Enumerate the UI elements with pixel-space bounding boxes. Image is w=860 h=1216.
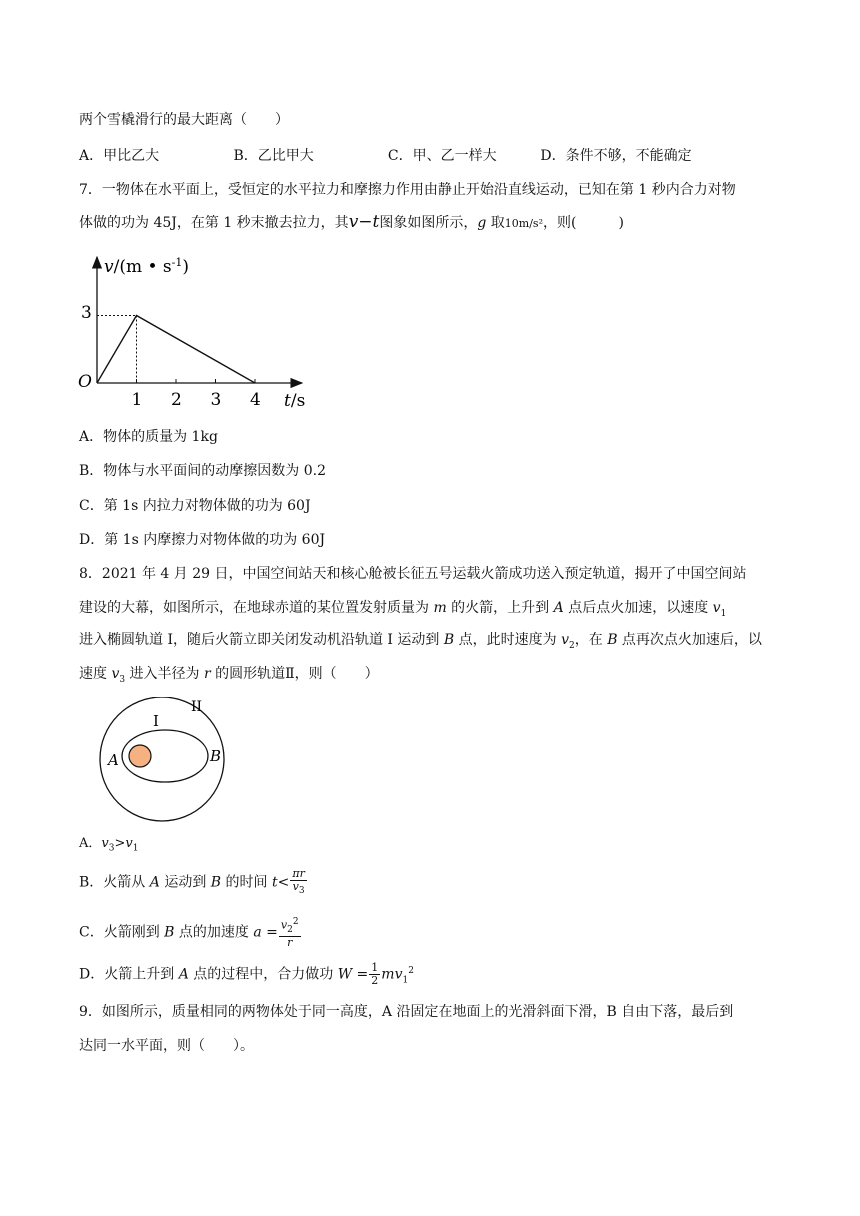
label-point-b: B (210, 747, 222, 765)
q9-line-2: 达同一水平面，则（ ）。 (79, 1038, 254, 1054)
q7-option-c: C．第 1s 内拉力对物体做的功为 60J (79, 498, 311, 514)
origin-label: O (78, 372, 92, 392)
earth-icon (129, 745, 151, 767)
q7-option-a: A．物体的质量为 1kg (79, 429, 218, 445)
q8-option-a: A．$v_3>v_1$ (79, 836, 139, 854)
q6-option-d: D．条件不够，不能确定 (540, 148, 692, 164)
q6-option-a: A．甲比乙大 (79, 148, 160, 164)
q6-text: 两个雪橇滑行的最大距离（ ） (79, 112, 289, 128)
q8-line-4: 速度 $v_3$ 进入半径为 r 的圆形轨道Ⅱ，则（ ） (79, 666, 379, 685)
label-orbit-ii: II (191, 699, 203, 715)
x-tick-label: 2 (171, 390, 182, 410)
q7-line-1: 7．一物体在水平面上，受恒定的水平拉力和摩擦力作用由静止开始沿直线运动，已知在第 1 秒内合力对物 (79, 182, 736, 198)
q8-option-c: C．火箭刚到 B 点的加速度 a = $\frac{v_2^2}{r}$ (79, 917, 299, 949)
y-tick-label-3: 3 (81, 303, 92, 323)
q7-option-b: B．物体与水平面间的动摩擦因数为 0.2 (79, 463, 327, 479)
x-axis-label: t/s (284, 391, 306, 410)
label-orbit-i: I (153, 712, 159, 730)
x-tick-label: 3 (210, 390, 222, 410)
q7-line-2: 体做的功为 45J，在第 1 秒末撤去拉力，其v−t图象如图所示，g 取10m/s²，则( ) (79, 212, 624, 232)
q8-line-1: 8．2021 年 4 月 29 日，中国空间站天和核心舱被长征五号运载火箭成功送入预定轨道，揭开了中国空间站 (79, 566, 747, 582)
q8-option-d: D．火箭上升到 A 点的过程中，合力做功 W = $\frac{1}{2}$ $mv_1^2$ (79, 961, 414, 988)
q6-option-c: C．甲、乙一样大 (387, 148, 497, 164)
q8-line-2: 建设的大幕，如图所示，在地球赤道的某位置发射质量为 m 的火箭，上升到 A 点后点火加速，以速度 $v_1$ (79, 600, 727, 619)
x-tick-label: 4 (250, 390, 261, 410)
label-point-a: A (108, 751, 119, 769)
y-axis-label: v/(m • $s^{-1}$) (104, 256, 190, 277)
q8-line-3: 进入椭圆轨道 I，随后火箭立即关闭发动机沿轨道 I 运动到 B 点，此时速度为 $v_2$，在 B 点再次点火加速后，以 (79, 632, 762, 651)
q6-options (79, 146, 692, 166)
q6-option-b: B．乙比甲大 (233, 148, 314, 164)
orbit-diagram (80, 697, 240, 823)
q8-option-b: B．火箭从 A 运动到 B 的时间 t< $\frac{\pi r}{v_3}$ (79, 867, 305, 897)
q9-line-1: 9．如图所示，质量相同的两物体处于同一高度，A 沿固定在地面上的光滑斜面下滑，B 自由下落，最后到 (79, 1004, 734, 1020)
x-tick-label: 1 (131, 390, 143, 410)
vt-series-line (97, 316, 255, 384)
vt-graph (70, 245, 320, 410)
q7-option-d: D．第 1s 内摩擦力对物体做的功为 60J (79, 532, 326, 548)
